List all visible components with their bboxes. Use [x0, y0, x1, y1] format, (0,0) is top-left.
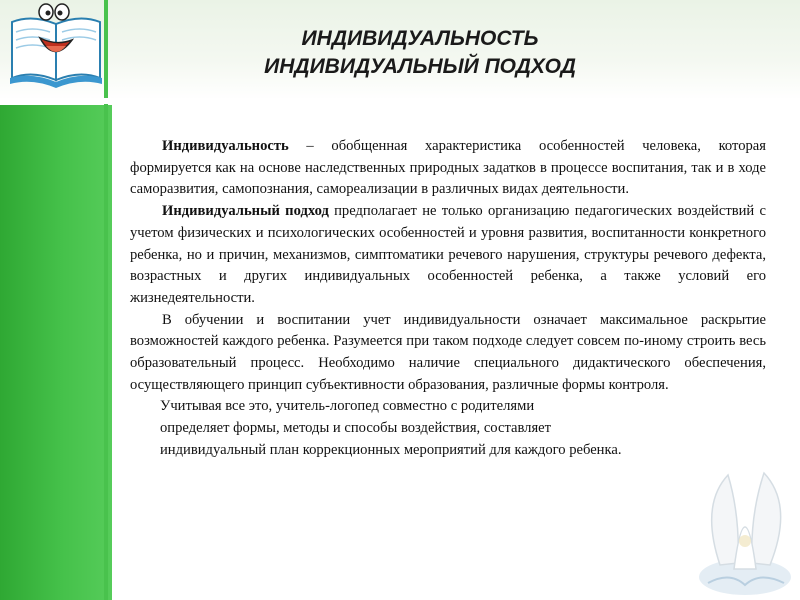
paragraph-individual-approach-text: предполагает не только организацию педагогических воздействий с учетом физических и психологических особенностей и уровня развития, воспитанности конкретного ребенка, но и причин, механизмов, симптоматики речевого нарушения, структуры речевого дефекта, возрастных и других индивидуальных особенностей ребенка, а также условий его жизнедеятельности. [130, 203, 766, 306]
title-line-1: ИНДИВИДУАЛЬНОСТЬ [301, 27, 539, 50]
flower-decoration [690, 445, 800, 600]
body-text [130, 136, 766, 462]
paragraph-individuality [130, 136, 766, 201]
vertical-green-stripe [104, 0, 108, 600]
header-divider [0, 98, 800, 104]
paragraph-education: В обучении и воспитании учет индивидуальности означает максимальное раскрытие возможностей каждого ребенка. Разумеется при таком подходе следует совсем по-иному строить весь образовательный процесс. Необходимо наличие специального дидактического обеспечения, осуществляющего принцип субъективности образования, различные формы контроля. [130, 311, 766, 393]
paragraph-4-line-3: индивидуальный план коррекционных мероприятий для каждого ребенка. [160, 441, 622, 458]
paragraph-individuality-text: – обобщенная характеристика особенностей человека, которая формируется как на основе наследственных природных задатков в процессе воспитания, так и в ходе саморазвития, самопознания, самореализации в различных видах деятельности. [130, 138, 766, 198]
paragraph-speech-therapist [130, 396, 766, 461]
page-title [120, 25, 720, 81]
side-green-bar [0, 105, 112, 600]
paragraph-4-line-2: определяет формы, методы и способы воздействия, составляет [160, 420, 552, 437]
cartoon-book-icon [6, 2, 106, 88]
term-individual-approach: Индивидуальный подход [162, 203, 329, 220]
term-individuality: Индивидуальность [162, 138, 289, 154]
title-line-2: ИНДИВИДУАЛЬНЫЙ ПОДХОД [264, 55, 576, 78]
paragraph-4-line-1: Учитывая все это, учитель-логопед совместно с родителями [160, 398, 535, 415]
paragraph-individual-approach [130, 201, 766, 310]
